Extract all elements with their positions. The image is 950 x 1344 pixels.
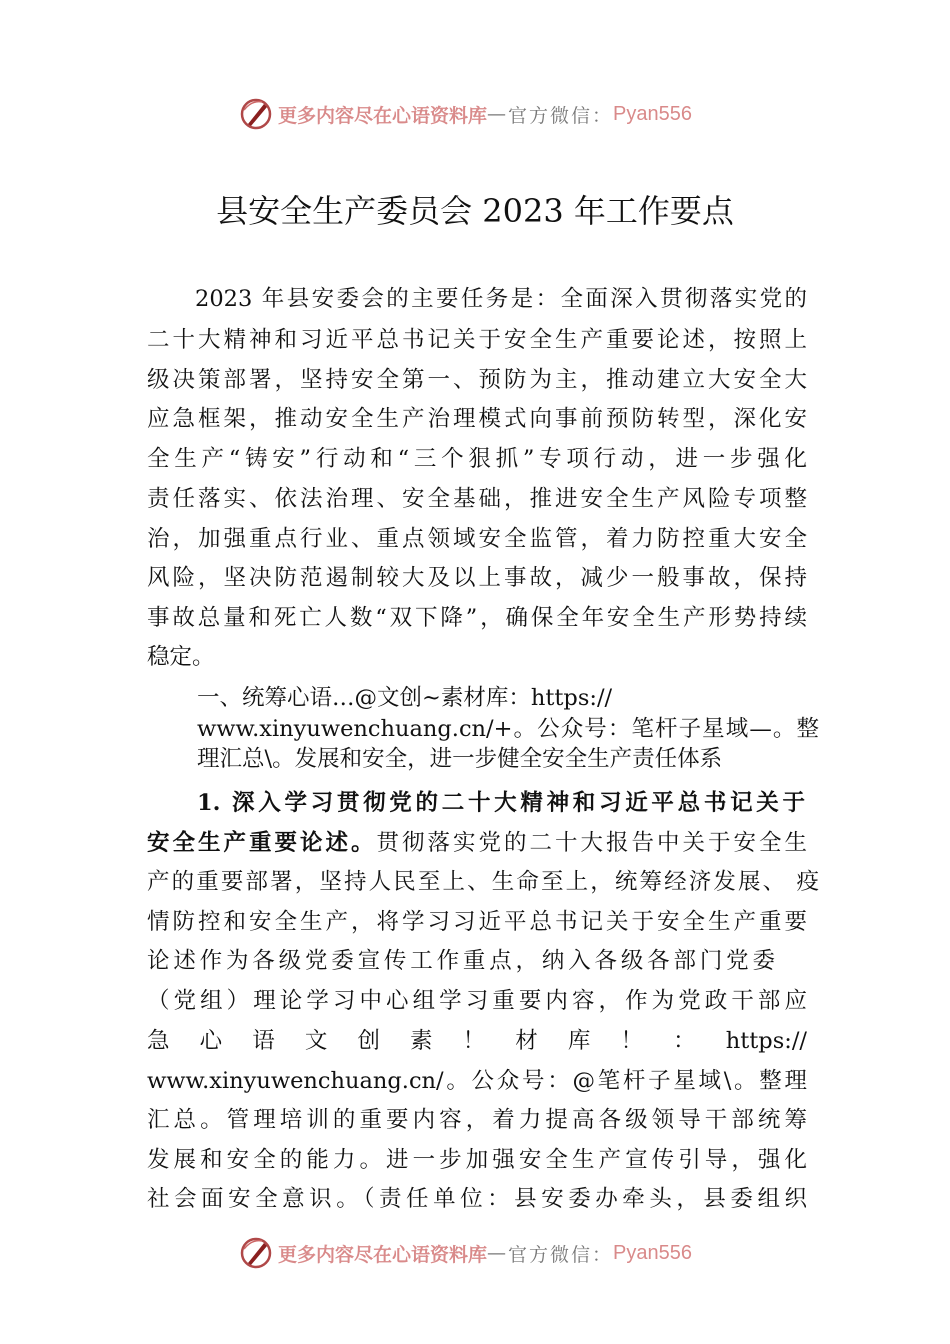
text-line bbox=[147, 828, 807, 858]
text-line: 2023 年县安委会的主要任务是：全面深入贯彻落实党的 bbox=[195, 286, 807, 312]
text-line: 稳定。 bbox=[147, 644, 215, 670]
watermark-header bbox=[238, 94, 738, 134]
watermark-footer bbox=[238, 1233, 738, 1273]
text-line: 二十大精神和习近平总书记关于安全生产重要论述，按照上 bbox=[147, 327, 807, 353]
watermark-wechat-id: Pyan556 bbox=[613, 1241, 692, 1264]
text-line: 一、统筹心语…@文创~素材库：https:// bbox=[197, 685, 613, 711]
text-line: www.xinyuwenchuang.cn/。公众号：@笔杆子星域\。整理 bbox=[147, 1068, 807, 1094]
text-line: 发展和安全的能力。进一步加强安全生产宣传引导，强化 bbox=[147, 1147, 807, 1173]
watermark-wechat-label: 官方微信： bbox=[508, 104, 614, 127]
watermark-wechat-label: 官方微信： bbox=[508, 1243, 614, 1266]
text-line: 责任落实、依法治理、安全基础，推进安全生产风险专项整 bbox=[147, 486, 807, 512]
text-line: 风险，坚决防范遏制较大及以上事故，减少一般事故，保持 bbox=[147, 565, 807, 591]
text-line: 情防控和安全生产，将学习习近平总书记关于安全生产重要 bbox=[147, 909, 807, 935]
text-line: 级决策部署，坚持安全第一、预防为主，推动建立大安全大 bbox=[147, 367, 807, 393]
item-heading-line: 1. 深入学习贯彻党的二十大精神和习近平总书记关于 bbox=[197, 790, 805, 816]
watermark-site-text: 更多内容尽在心语资料库 bbox=[278, 1243, 488, 1266]
watermark-dash: — bbox=[487, 1242, 509, 1264]
text-line: 急 心 语 文 创 素 ！ 材 库 ！ ： https:// bbox=[147, 1028, 807, 1054]
watermark-wechat-id: Pyan556 bbox=[613, 102, 692, 125]
text-line: 全生产“铸安”行动和“三个狠抓”专项行动，进一步强化 bbox=[147, 446, 807, 472]
item-heading-end: 安全生产重要论述。 bbox=[147, 830, 377, 856]
text-line: 论述作为各级党委宣传工作重点，纳入各级各部门党委 bbox=[147, 948, 775, 974]
pen-logo-icon bbox=[238, 1235, 274, 1271]
text-line: 社会面安全意识。（责任单位：县安委办牵头，县委组织 bbox=[147, 1186, 807, 1212]
text-line: 产的重要部署，坚持人民至上、生命至上，统筹经济发展、 疫 bbox=[147, 869, 819, 895]
text-line: （党组）理论学习中心组学习重要内容，作为党政干部应 bbox=[147, 988, 807, 1014]
text-line: 汇总。管理培训的重要内容，着力提高各级领导干部统筹 bbox=[147, 1107, 807, 1133]
text-line: www.xinyuwenchuang.cn/+。公众号：笔杆子星域—。整 bbox=[197, 716, 819, 742]
text-segment: 贯彻落实党的二十大报告中关于安全生 bbox=[376, 830, 807, 856]
text-line: 应急框架，推动安全生产治理模式向事前预防转型，深化安 bbox=[147, 406, 807, 432]
pen-logo-icon bbox=[238, 96, 274, 132]
watermark-dash: — bbox=[487, 103, 509, 125]
watermark-site-text: 更多内容尽在心语资料库 bbox=[278, 104, 488, 127]
text-line: 治，加强重点行业、重点领域安全监管，着力防控重大安全 bbox=[147, 526, 807, 552]
text-line: 事故总量和死亡人数“双下降”，确保全年安全生产形势持续 bbox=[147, 605, 807, 631]
document-title: 县安全生产委员会 2023 年工作要点 bbox=[216, 192, 734, 230]
text-line: 理汇总\。发展和安全，进一步健全安全生产责任体系 bbox=[197, 746, 723, 772]
